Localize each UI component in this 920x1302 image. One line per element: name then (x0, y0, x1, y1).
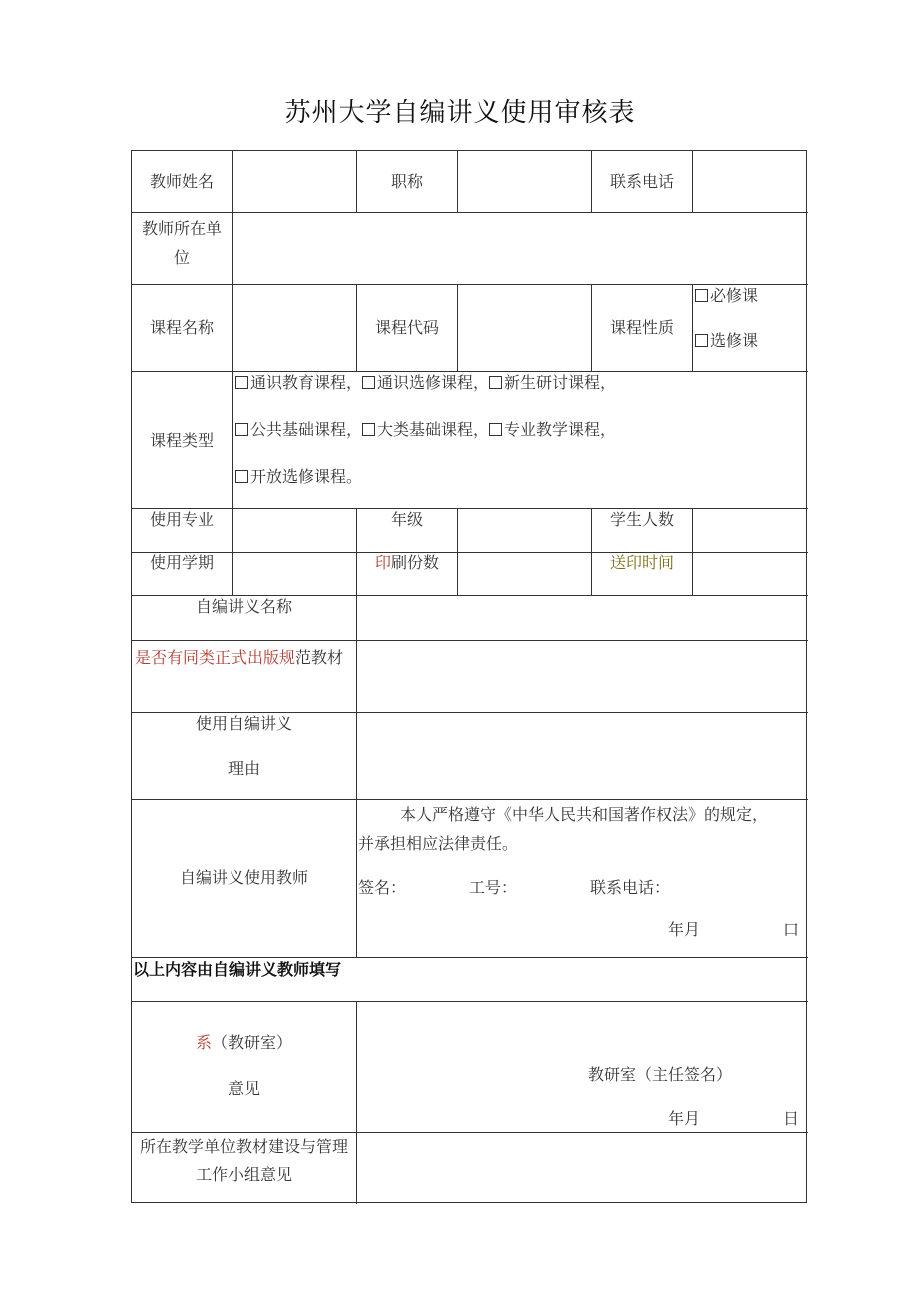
date-day: 口 (783, 920, 800, 939)
course-type-options-line1 (235, 372, 616, 394)
teacher-fill-note: 以上内容由自编讲义教师填写 (133, 960, 342, 979)
course-type-option[interactable]: 专业教学课程， (489, 420, 616, 439)
send-time-label: 送印时间 (609, 553, 674, 572)
title-rank-label: 职称 (390, 172, 423, 191)
unit-field[interactable] (233, 213, 807, 284)
required-option[interactable]: 必修课 (695, 285, 758, 307)
unit-label: 教师所在单 (141, 219, 222, 238)
course-code-label: 课程代码 (374, 318, 439, 337)
checkbox-icon (695, 334, 708, 347)
students-label: 学生人数 (609, 510, 674, 529)
handout-name-field[interactable] (357, 596, 807, 640)
elective-option[interactable]: 选修课 (695, 330, 758, 352)
checkbox-icon (235, 470, 248, 483)
course-name-label: 课程名称 (149, 318, 214, 337)
course-type-options-line3 (235, 466, 362, 488)
director-signature-label: 教研室（主任签名） (588, 1065, 733, 1084)
signature-label: 签名： (358, 878, 407, 897)
copies-field[interactable] (458, 553, 591, 595)
course-type-option[interactable]: 通识选修课程， (362, 373, 489, 392)
course-type-option[interactable]: 公共基础课程， (235, 420, 362, 439)
checkbox-icon (362, 423, 375, 436)
unit-group-opinion-field[interactable] (357, 1133, 807, 1203)
title-rank-field[interactable] (458, 152, 591, 211)
grade-label: 年级 (390, 510, 423, 529)
checkbox-icon (489, 376, 502, 389)
course-type-option[interactable]: 新生研讨课程， (489, 373, 616, 392)
checkbox-icon (235, 423, 248, 436)
copyright-statement-cont: 并承担相应法律责任。 (358, 834, 519, 853)
reason-label: 使用自编讲义 (195, 714, 292, 733)
semester-field[interactable] (233, 553, 356, 595)
send-time-field[interactable] (693, 553, 807, 595)
page-title: 苏州大学自编讲义使用审核表 (284, 98, 636, 128)
major-field[interactable] (233, 509, 356, 552)
teacher-name-field[interactable] (233, 152, 356, 211)
contact-phone-label: 联系电话： (590, 878, 671, 897)
major-label: 使用专业 (149, 510, 214, 529)
phone-label: 联系电话 (609, 172, 674, 191)
checkbox-icon (695, 289, 708, 302)
grade-field[interactable] (458, 509, 591, 552)
review-form-table (131, 150, 807, 1203)
same-material-label: 是否有同类正式出版规范教材 (135, 648, 344, 667)
course-type-options-line2 (235, 419, 616, 441)
staff-no-label: 工号： (469, 878, 518, 897)
course-nature-label: 课程性质 (609, 318, 674, 337)
unit-group-label-cont: 工作小组意见 (195, 1165, 292, 1184)
copyright-statement: 本人严格遵守《中华人民共和国著作权法》的规定， (400, 805, 769, 824)
unit-label-cont: 位 (173, 248, 190, 267)
department-opinion-label: 意见 (227, 1079, 260, 1098)
reason-field[interactable] (357, 713, 807, 799)
date-day: 日 (783, 1109, 800, 1128)
course-type-option[interactable]: 开放选修课程。 (235, 467, 362, 486)
students-field[interactable] (693, 509, 807, 552)
phone-field[interactable] (693, 152, 807, 211)
course-name-field[interactable] (233, 285, 356, 371)
checkbox-icon (235, 376, 248, 389)
course-type-option[interactable]: 大类基础课程， (362, 420, 489, 439)
teacher-name-label: 教师姓名 (149, 172, 214, 191)
checkbox-icon (362, 376, 375, 389)
same-material-field[interactable] (357, 641, 807, 712)
unit-group-label: 所在教学单位教材建设与管理 (139, 1137, 348, 1156)
course-type-label: 课程类型 (149, 431, 214, 450)
department-label: 系（教研室） (195, 1033, 293, 1052)
handout-name-label: 自编讲义名称 (195, 597, 292, 616)
course-code-field[interactable] (458, 285, 591, 371)
date-year-month: 年月 (668, 1109, 701, 1128)
copies-label: 印刷份数 (374, 553, 440, 572)
date-year-month: 年月 (668, 920, 701, 939)
course-type-option[interactable]: 通识教育课程， (235, 373, 362, 392)
using-teacher-label: 自编讲义使用教师 (179, 868, 308, 887)
semester-label: 使用学期 (149, 553, 214, 572)
checkbox-icon (489, 423, 502, 436)
reason-label-cont: 理由 (227, 759, 260, 778)
